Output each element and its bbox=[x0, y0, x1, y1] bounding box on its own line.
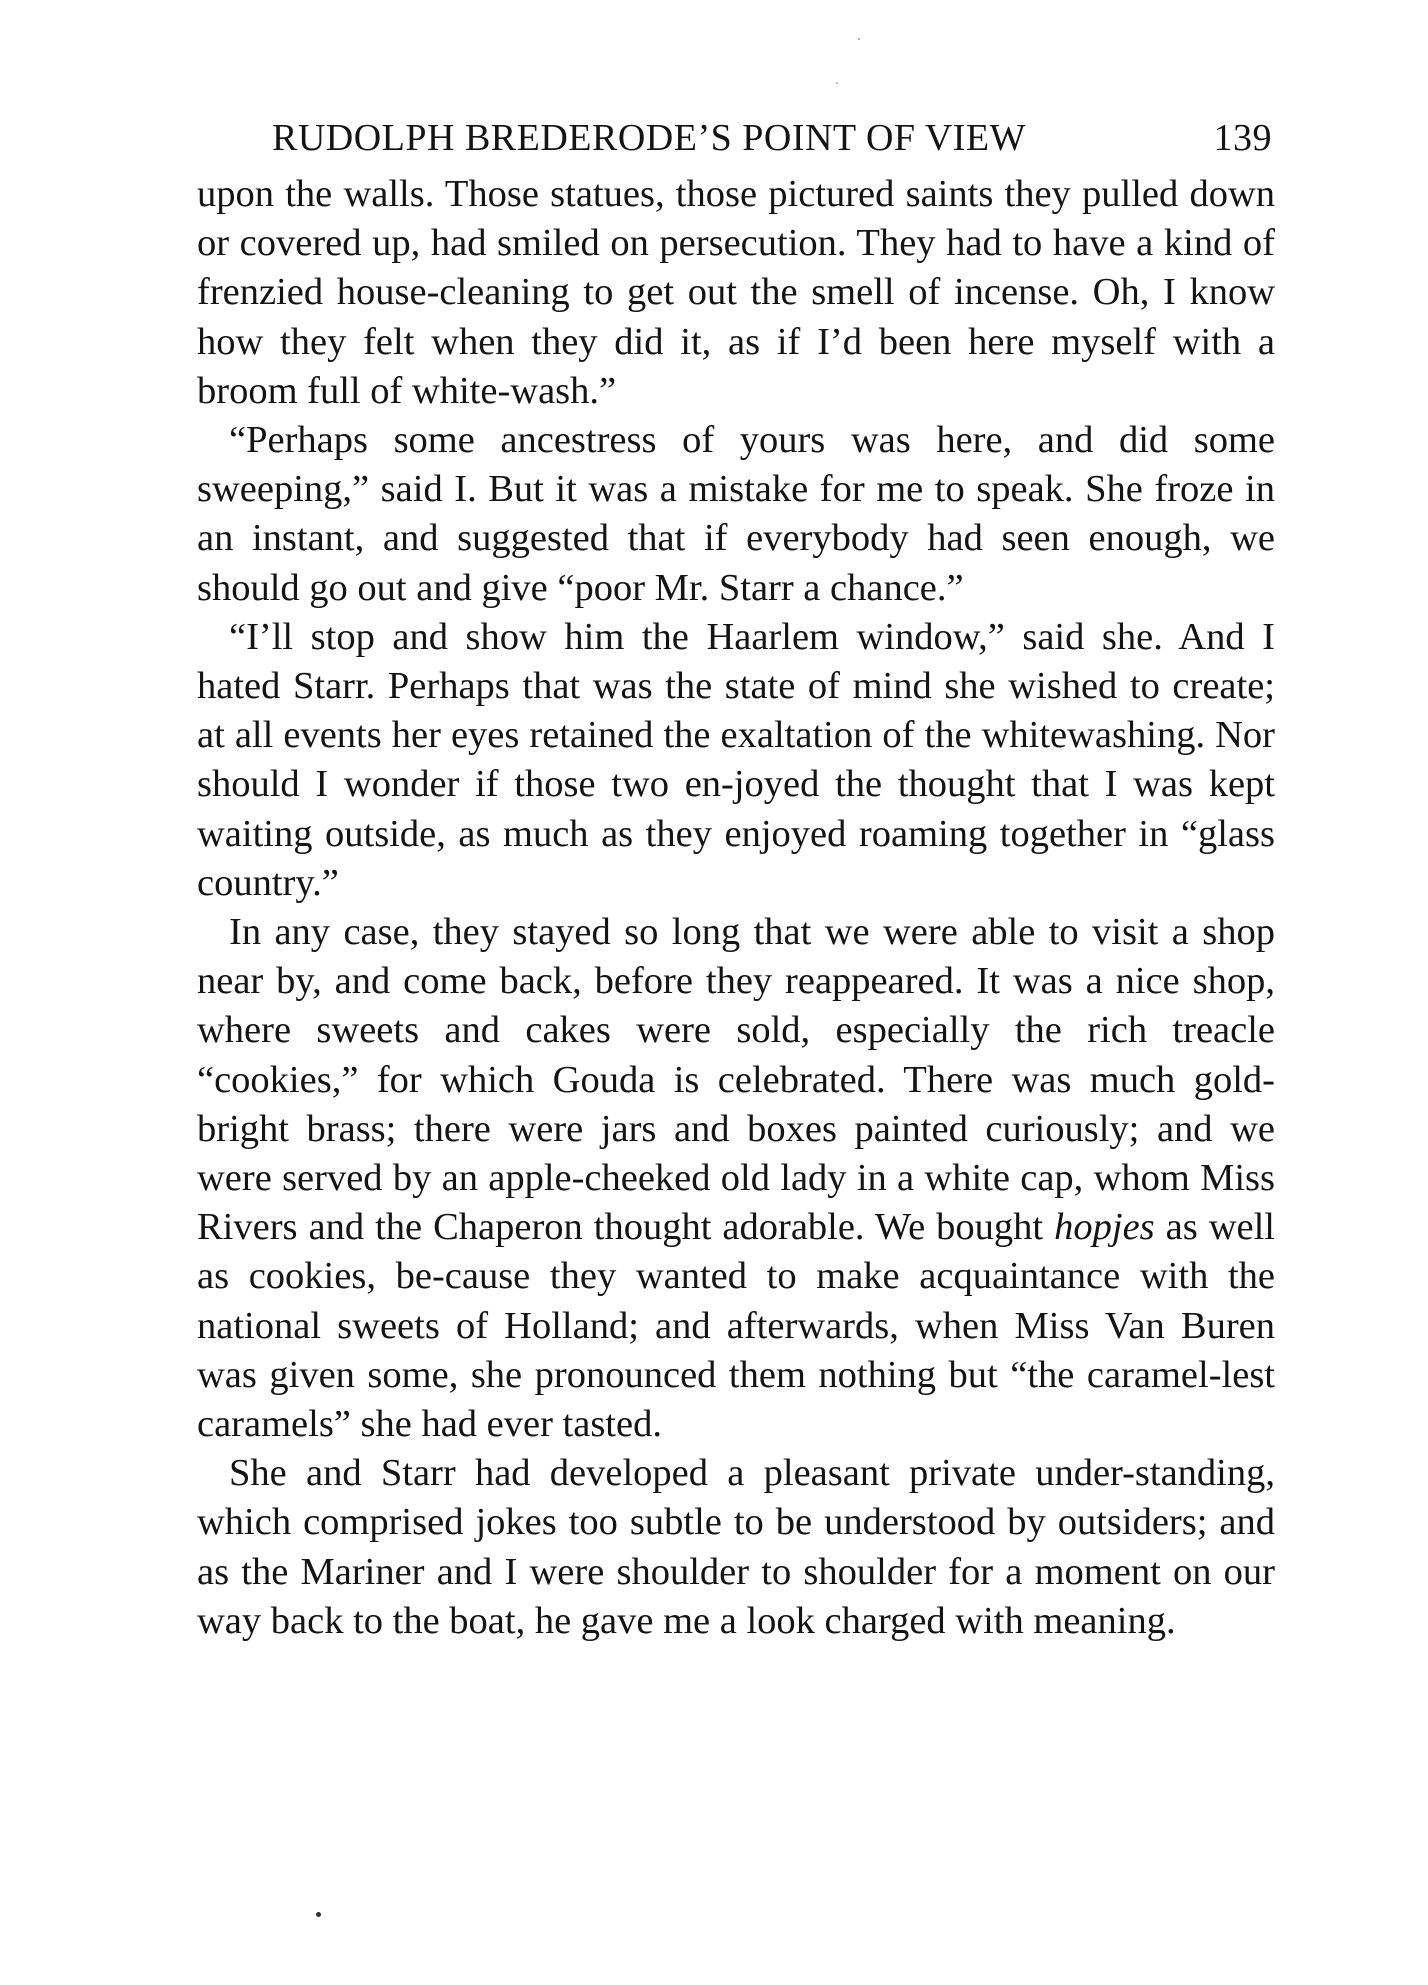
paragraph-text: In any case, they stayed so long that we were able to visit a shop near by, and come back, before they reappeared. It was a nice shop, where sweets and cakes were sold, especially the rich treacle “cookies,” for which Gouda is celebrated. There was much gold-bright brass; there were jars and boxes painted curiously; and we were served by an apple-cheeked old lady in a white cap, whom Miss Rivers and the Chaperon thought adorable. We bought bbox=[197, 911, 1275, 1249]
paragraph: “I’ll stop and show him the Haarlem window,” said she. And I hated Starr. Perhaps that was the state of mind she wished to create; at all events her eyes retained the exaltation of the whitewashing. Nor should I wonder if those two en-joyed the thought that I was kept waiting outside, as much as they enjoyed roaming together in “glass country.” bbox=[197, 615, 1275, 904]
print-speck bbox=[316, 1912, 321, 1917]
paragraph-continued: upon the walls. Those statues, those pictured saints they pulled down or covered up, had smiled on persecution. They had to have a kind of frenzied house-cleaning to get out the smell of incense. Oh, I know how they felt when they did it, as if I’d been here myself with a broom full of white-wash.” bbox=[197, 173, 1275, 412]
running-head bbox=[272, 110, 1272, 166]
print-speck bbox=[858, 38, 860, 40]
paragraph: She and Starr had developed a pleasant private under-standing, which comprised jokes too subtle to be understood by outsiders; and as the Mariner and I were shoulder to shoulder for a moment on our way back to the boat, he gave me a look charged with meaning. bbox=[197, 1452, 1275, 1642]
page-number: 139 bbox=[1213, 117, 1272, 159]
paragraph: “Perhaps some ancestress of yours was here, and did some sweeping,” said I. But it was a mistake for me to speak. She froze in an instant, and suggested that if everybody had seen enough, we should go out and give “poor Mr. Starr a chance.” bbox=[197, 419, 1275, 609]
paragraph bbox=[197, 908, 1275, 1449]
chapter-title: RUDOLPH BREDERODE’S POINT OF VIEW bbox=[272, 117, 1027, 159]
paragraph-text: as well as cookies, be-cause they wanted to make acquaintance with the national sweets of Holland; and afterwards, when Miss Van Buren was given some, she pronounced them nothing but “the caramel-lest caramels” she had ever tasted. bbox=[197, 1206, 1275, 1446]
print-speck bbox=[836, 82, 838, 84]
italic-word: hopjes bbox=[1054, 1206, 1155, 1249]
body-text bbox=[197, 170, 1275, 1646]
